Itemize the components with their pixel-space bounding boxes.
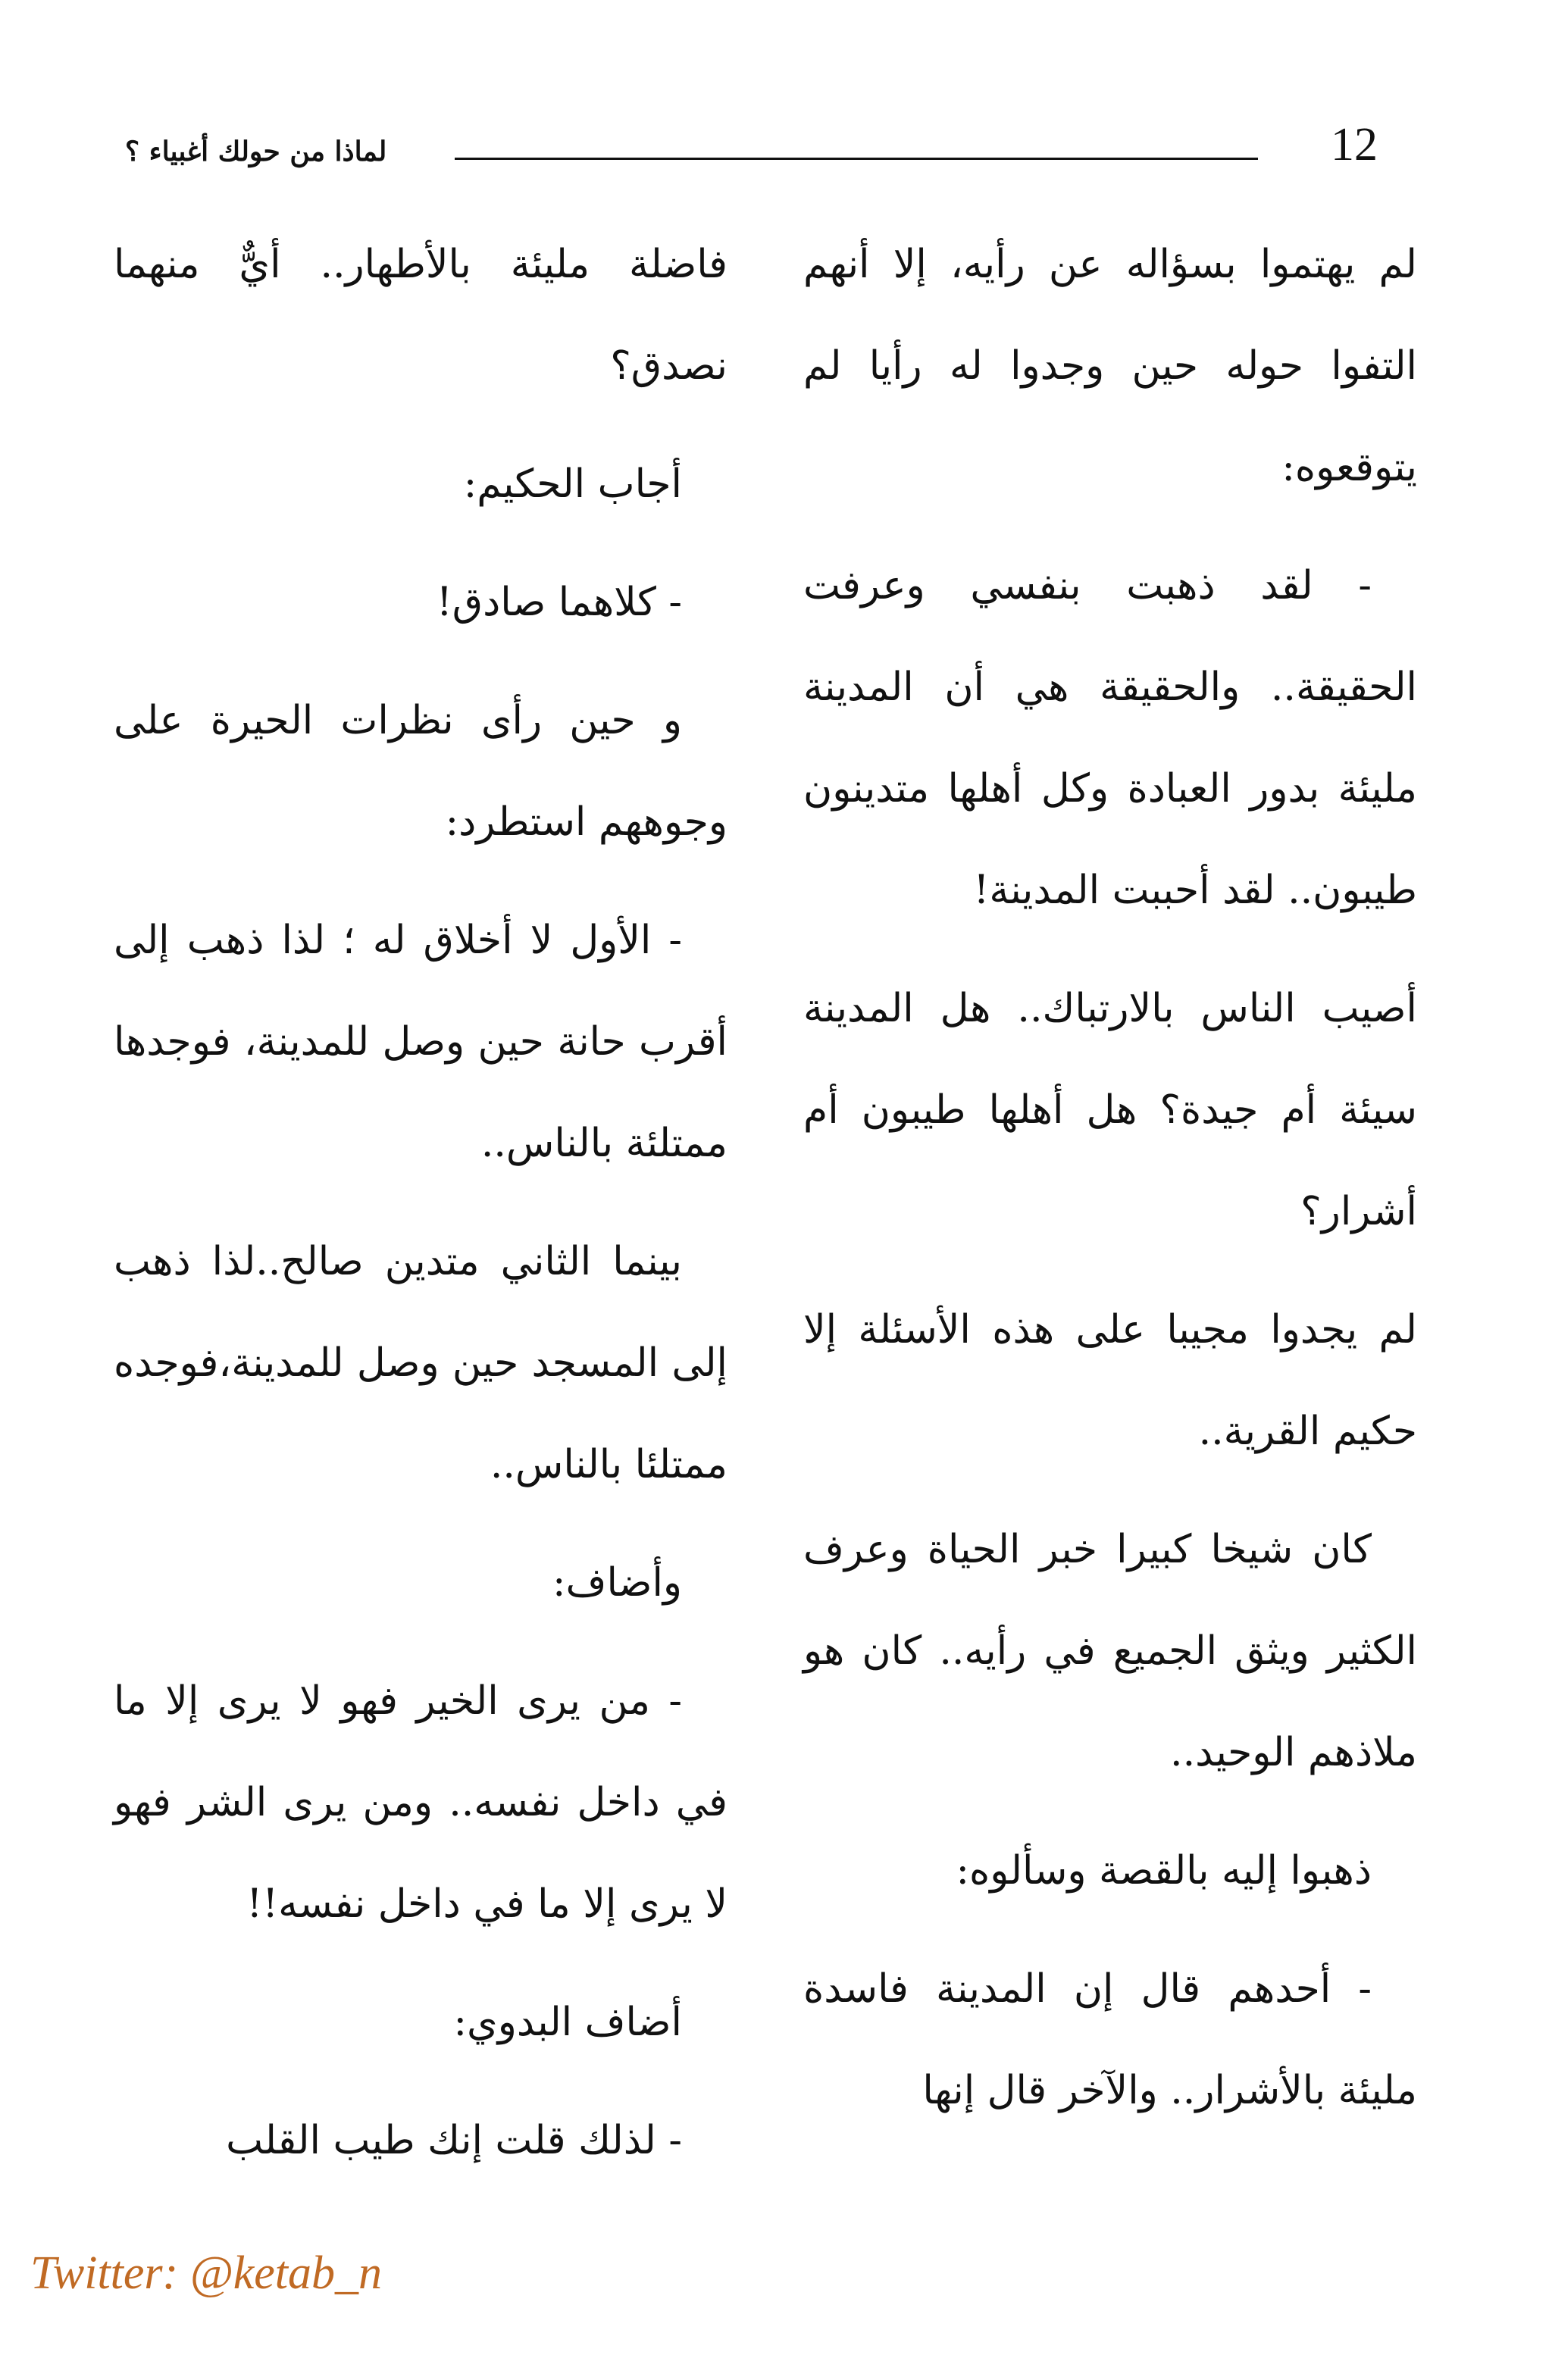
paragraph: ذهبوا إليه بالقصة وسألوه: — [956, 1848, 1372, 1894]
paragraph: أضاف البدوي: — [453, 2000, 682, 2045]
paragraph: - كلاهما صادق! — [436, 580, 682, 625]
running-title: لماذا من حولك أغبياء ؟ — [125, 136, 387, 167]
paragraph: وأضاف: — [552, 1560, 682, 1606]
header-rule — [455, 158, 1258, 160]
paragraph: و حين رأى نظرات الحيرة على وجوههم استطرد: — [114, 698, 728, 845]
paragraph: كان شيخا كبيرا خبر الحياة وعرف الكثير ويثق الجميع في رأيه.. كان هو ملاذهم الوحيد.. — [803, 1527, 1417, 1775]
paragraph: بينما الثاني متدين صالح..لذا ذهب إلى المسجد حين وصل للمدينة،فوجده ممتلئا بالناس.. — [114, 1239, 728, 1487]
paragraph: لم يجدوا مجيبا على هذه الأسئلة إلا حكيم القرية.. — [803, 1307, 1417, 1454]
paragraph: - لذلك قلت إنك طيب القلب — [226, 2118, 682, 2163]
paragraph: لم يهتموا بسؤاله عن رأيه، إلا أنهم التفوا حوله حين وجدوا له رأيا لم يتوقعوه: — [803, 242, 1417, 490]
paragraph: أجاب الحكيم: — [463, 461, 682, 507]
watermark: Twitter: @ketab_n — [30, 2247, 383, 2299]
paragraph: أصيب الناس بالارتباك.. هل المدينة سيئة أم جيدة؟ هل أهلها طيبون أم أشرار؟ — [803, 986, 1417, 1234]
paragraph: - لقد ذهبت بنفسي وعرفت الحقيقة.. والحقيقة هي أن المدينة مليئة بدور العبادة وكل أهلها متدينون طيبون.. لقد أحببت المدينة! — [803, 563, 1417, 913]
left-column — [114, 214, 728, 2208]
paragraph: - الأول لا أخلاق له ؛ لذا ذهب إلى أقرب حانة حين وصل للمدينة، فوجدها ممتلئة بالناس.. — [114, 918, 728, 1166]
paragraph: - من يرى الخير فهو لا يرى إلا ما في داخل نفسه.. ومن يرى الشر فهو لا يرى إلا ما في داخل نفسه!! — [114, 1678, 728, 1927]
paragraph: فاضلة مليئة بالأطهار.. أيٌّ منهما نصدق؟ — [114, 242, 728, 389]
right-column — [803, 214, 1417, 2158]
page-number: 12 — [1331, 119, 1378, 170]
paragraph: - أحدهم قال إن المدينة فاسدة مليئة بالأشرار.. والآخر قال إنها — [803, 1966, 1417, 2113]
